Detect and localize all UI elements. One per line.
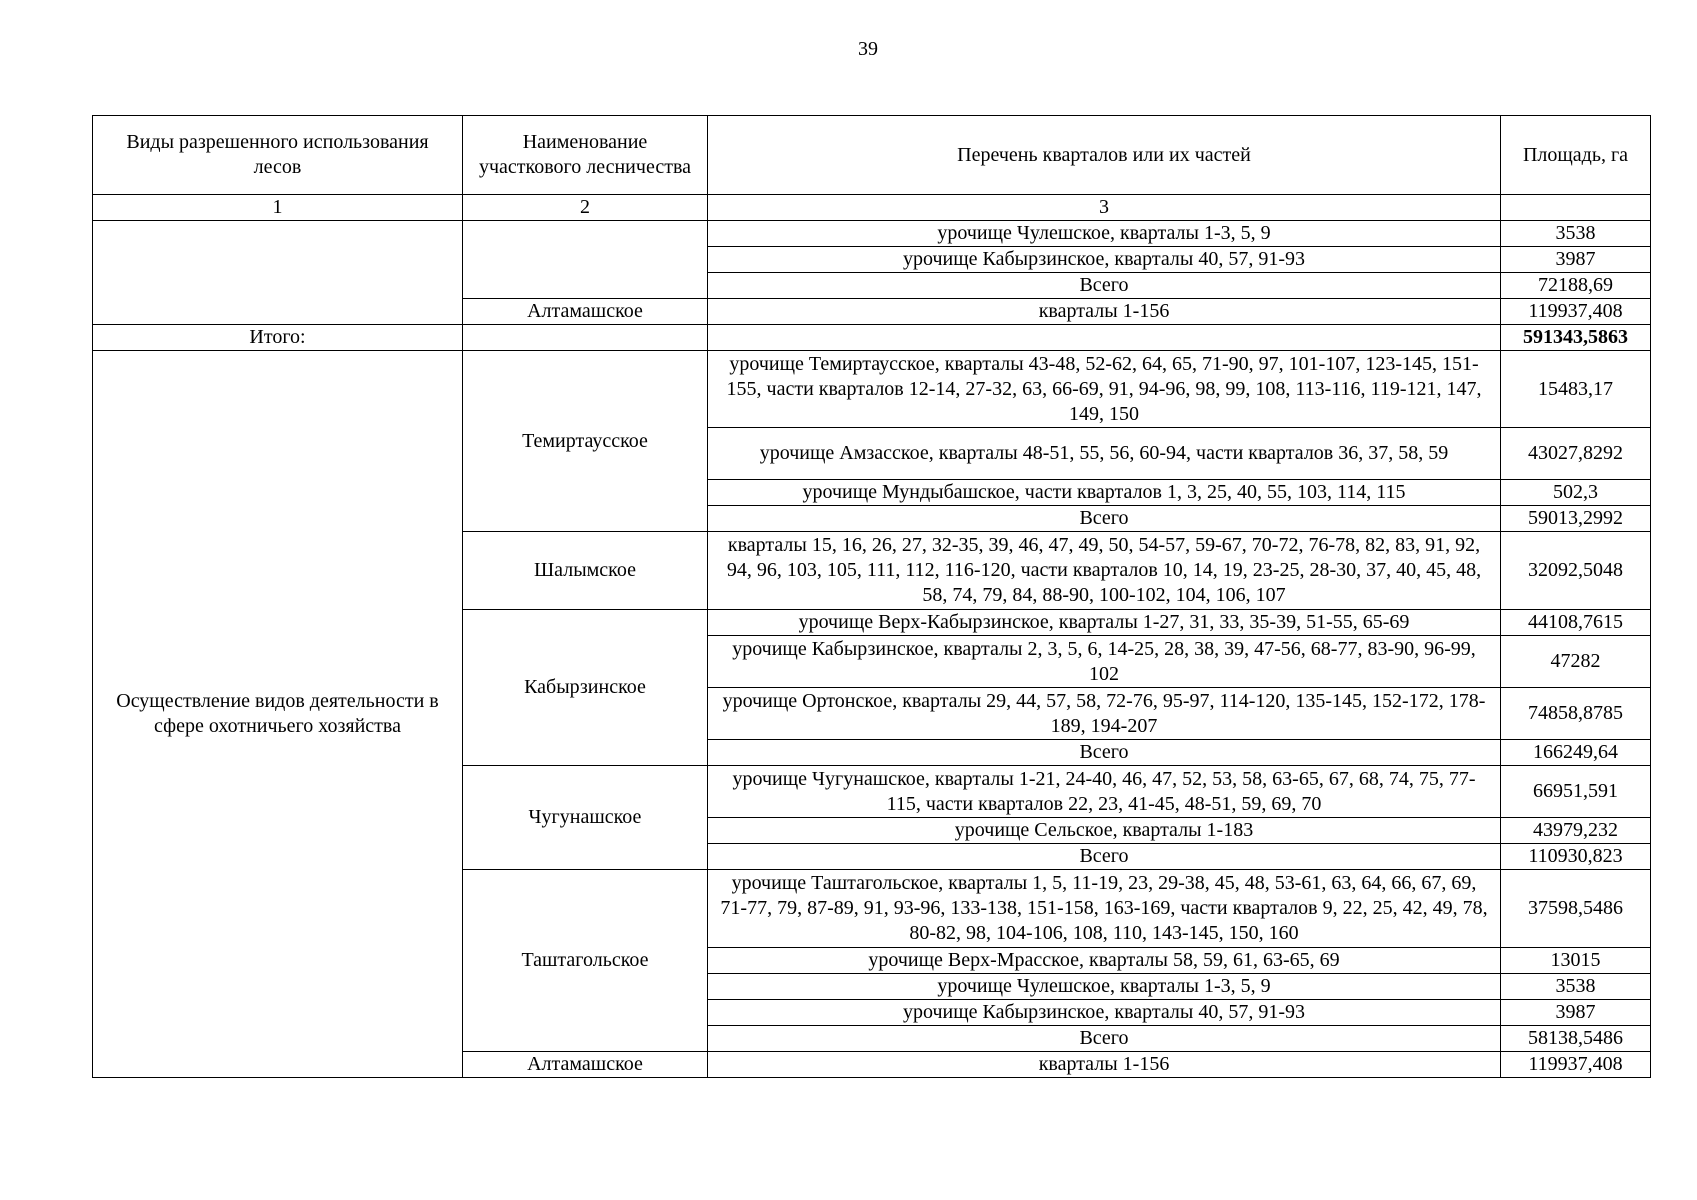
subtotal-area: 166249,64 <box>1501 740 1651 766</box>
area-cell: 3987 <box>1501 1000 1651 1026</box>
subtotal-label: Всего <box>708 1026 1501 1052</box>
subtotal-label: Всего <box>708 506 1501 532</box>
area-cell: 3538 <box>1501 221 1651 247</box>
column-number: 2 <box>463 195 708 221</box>
table-row <box>93 351 1651 428</box>
forestry-cell: Шалымское <box>463 532 708 610</box>
column-number: 3 <box>708 195 1501 221</box>
grand-total-row <box>93 325 1651 351</box>
empty-cell <box>708 325 1501 351</box>
subtotal-label: Всего <box>708 844 1501 870</box>
subtotal-label: Всего <box>708 740 1501 766</box>
header-area: Площадь, га <box>1501 116 1651 195</box>
quarters-cell: урочище Кабырзинское, кварталы 40, 57, 91-93 <box>708 247 1501 273</box>
table-row <box>93 221 1651 247</box>
area-cell: 3987 <box>1501 247 1651 273</box>
forestry-cell: Таштагольское <box>463 870 708 1052</box>
header-use-type: Виды разрешенного использования лесов <box>93 116 463 195</box>
quarters-cell: урочище Таштагольское, кварталы 1, 5, 11-19, 23, 29-38, 45, 48, 53-61, 63, 64, 66, 67, 69, 71-77, 79, 87-89, 91, 93-96, 133-138, 151-158, 163-169, части кварталов 9, 22, 25, 42, 49, 78, 80-82, 98, 104-106, 108, 110, 143-145, 150, 160 <box>708 870 1501 948</box>
header-quarters: Перечень кварталов или их частей <box>708 116 1501 195</box>
page-number: 39 <box>858 38 878 60</box>
forest-use-table <box>92 115 1651 1078</box>
area-cell: 44108,7615 <box>1501 610 1651 636</box>
column-number-row <box>93 195 1651 221</box>
quarters-cell: кварталы 1-156 <box>708 299 1501 325</box>
empty-cell <box>463 325 708 351</box>
forestry-cell: Алтамашское <box>463 1052 708 1078</box>
subtotal-area: 110930,823 <box>1501 844 1651 870</box>
use-type-cell: Осуществление видов деятельности в сфере охотничьего хозяйства <box>93 351 463 1078</box>
column-number: 1 <box>93 195 463 221</box>
area-cell: 3538 <box>1501 974 1651 1000</box>
forestry-cell: Алтамашское <box>463 299 708 325</box>
quarters-cell: урочище Кабырзинское, кварталы 2, 3, 5, 6, 14-25, 28, 38, 39, 47-56, 68-77, 83-90, 96-99, 102 <box>708 636 1501 688</box>
header-forestry: Наименование участкового лесничества <box>463 116 708 195</box>
area-cell: 37598,5486 <box>1501 870 1651 948</box>
subtotal-area: 72188,69 <box>1501 273 1651 299</box>
forestry-cell: Темиртаусское <box>463 351 708 532</box>
table-header-row <box>93 116 1651 195</box>
quarters-cell: урочище Чугунашское, кварталы 1-21, 24-40, 46, 47, 52, 53, 58, 63-65, 67, 68, 74, 75, 77-115, части кварталов 22, 23, 41-45, 48-51, 59, 69, 70 <box>708 766 1501 818</box>
subtotal-area: 58138,5486 <box>1501 1026 1651 1052</box>
quarters-cell: урочище Ортонское, кварталы 29, 44, 57, 58, 72-76, 95-97, 114-120, 135-145, 152-172, 178-189, 194-207 <box>708 688 1501 740</box>
area-cell: 66951,591 <box>1501 766 1651 818</box>
area-cell: 32092,5048 <box>1501 532 1651 610</box>
forestry-cell: Чугунашское <box>463 766 708 870</box>
area-cell: 119937,408 <box>1501 299 1651 325</box>
area-cell: 74858,8785 <box>1501 688 1651 740</box>
quarters-cell: урочище Сельское, кварталы 1-183 <box>708 818 1501 844</box>
quarters-cell: кварталы 15, 16, 26, 27, 32-35, 39, 46, 47, 49, 50, 54-57, 59-67, 70-72, 76-78, 82, 83, 91, 92, 94, 96, 103, 105, 111, 112, 116-120, части кварталов 10, 14, 19, 23-25, 28-30, 37, 40, 45, 48, 58, 74, 79, 84, 88-90, 100-102, 104, 106, 107 <box>708 532 1501 610</box>
quarters-cell: урочище Верх-Кабырзинское, кварталы 1-27, 31, 33, 35-39, 51-55, 65-69 <box>708 610 1501 636</box>
area-cell: 47282 <box>1501 636 1651 688</box>
column-number <box>1501 195 1651 221</box>
quarters-cell: кварталы 1-156 <box>708 1052 1501 1078</box>
forestry-cell: Кабырзинское <box>463 610 708 766</box>
area-cell: 15483,17 <box>1501 351 1651 428</box>
quarters-cell: урочище Темиртаусское, кварталы 43-48, 52-62, 64, 65, 71-90, 97, 101-107, 123-145, 151-155, части кварталов 12-14, 27-32, 63, 66-69, 91, 94-96, 98, 99, 108, 113-116, 119-121, 147, 149, 150 <box>708 351 1501 428</box>
quarters-cell: урочище Кабырзинское, кварталы 40, 57, 91-93 <box>708 1000 1501 1026</box>
forestry-cell <box>463 221 708 299</box>
subtotal-label: Всего <box>708 273 1501 299</box>
area-cell: 13015 <box>1501 948 1651 974</box>
grand-total-area: 591343,5863 <box>1501 325 1651 351</box>
area-cell: 502,3 <box>1501 480 1651 506</box>
quarters-cell: урочище Мундыбашское, части кварталов 1, 3, 25, 40, 55, 103, 114, 115 <box>708 480 1501 506</box>
use-type-cell <box>93 221 463 325</box>
grand-total-label: Итого: <box>93 325 463 351</box>
quarters-cell: урочище Верх-Мрасское, кварталы 58, 59, 61, 63-65, 69 <box>708 948 1501 974</box>
quarters-cell: урочище Чулешское, кварталы 1-3, 5, 9 <box>708 974 1501 1000</box>
area-cell: 43979,232 <box>1501 818 1651 844</box>
quarters-cell: урочище Амзасское, кварталы 48-51, 55, 56, 60-94, части кварталов 36, 37, 58, 59 <box>708 428 1501 480</box>
area-cell: 43027,8292 <box>1501 428 1651 480</box>
subtotal-area: 59013,2992 <box>1501 506 1651 532</box>
area-cell: 119937,408 <box>1501 1052 1651 1078</box>
quarters-cell: урочище Чулешское, кварталы 1-3, 5, 9 <box>708 221 1501 247</box>
